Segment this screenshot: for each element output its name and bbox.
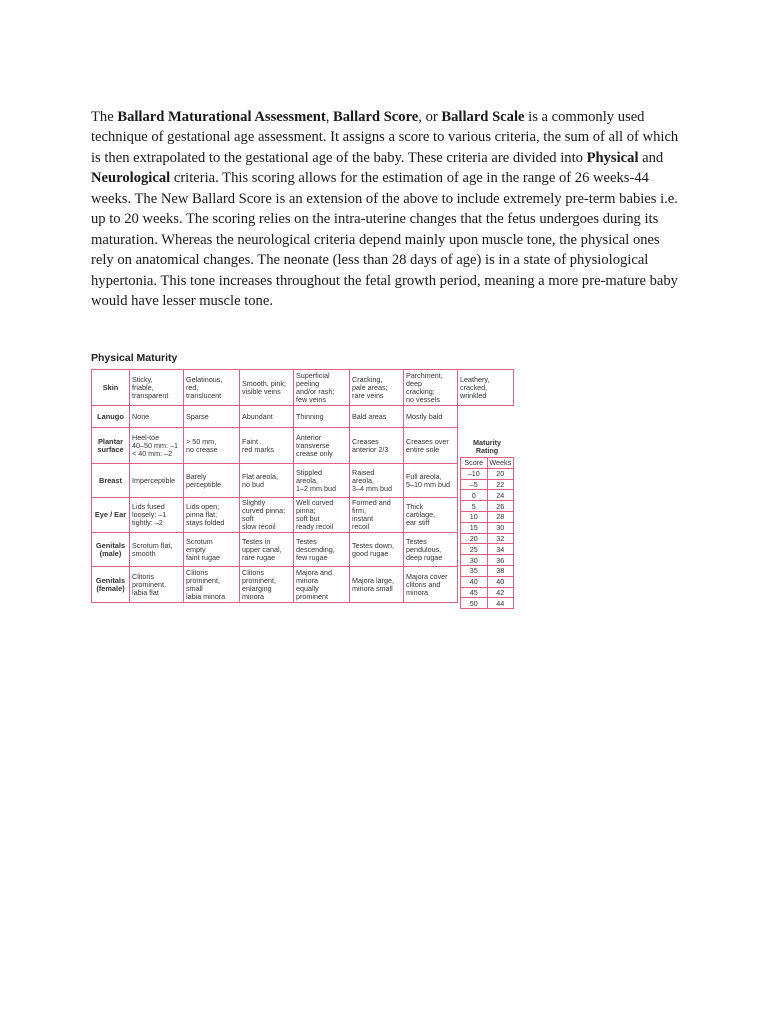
table-cell: Leathery, cracked, wrinkled bbox=[458, 370, 514, 406]
table-cell: Superficial peeling and/or rash; few veins bbox=[294, 370, 350, 406]
table-cell: Barely perceptible bbox=[184, 464, 240, 498]
row-header: Genitals (female) bbox=[92, 567, 130, 603]
rating-row bbox=[461, 479, 514, 490]
table-cell: Majora large, minora small bbox=[350, 567, 404, 603]
table-cell: Anterior transverse crease only bbox=[294, 428, 350, 464]
rating-score: 0 bbox=[461, 490, 488, 501]
rating-score: 5 bbox=[461, 501, 488, 512]
table-cell: Well curved pinna; soft but ready recoil bbox=[294, 498, 350, 533]
table-cell: Creases anterior 2/3 bbox=[350, 428, 404, 464]
rating-score: 35 bbox=[461, 565, 488, 576]
table-row bbox=[92, 533, 514, 567]
table-cell: Clitoris prominent, labia flat bbox=[130, 567, 184, 603]
table-cell: Bald areas bbox=[350, 406, 404, 428]
rating-weeks: 40 bbox=[487, 576, 514, 587]
rating-header: Score bbox=[461, 458, 488, 469]
term-neurological: Neurological bbox=[91, 170, 171, 187]
term-ballard-assessment: Ballard Maturational Assessment bbox=[117, 108, 326, 125]
table-cell: Scrotum empty faint rugae bbox=[184, 533, 240, 567]
rating-weeks: 20 bbox=[487, 468, 514, 479]
rating-score: 50 bbox=[461, 598, 488, 609]
rating-title: Maturity Rating bbox=[473, 438, 501, 455]
table-cell: Sticky, friable, transparent bbox=[130, 370, 184, 406]
rating-weeks: 44 bbox=[487, 598, 514, 609]
table-row bbox=[92, 406, 514, 428]
rating-row bbox=[461, 544, 514, 555]
rating-weeks: 30 bbox=[487, 522, 514, 533]
table-cell: Majora cover clitoris and minora bbox=[404, 567, 458, 603]
rating-header: Weeks bbox=[487, 458, 514, 469]
term-physical: Physical bbox=[586, 149, 639, 166]
table-cell: Parchment, deep cracking; no vessels bbox=[404, 370, 458, 406]
rating-row bbox=[461, 598, 514, 609]
rating-score: 25 bbox=[461, 544, 488, 555]
figure-title: Physical Maturity bbox=[91, 352, 178, 364]
text-run: is a commonly used technique of gestational age assessment. It assigns a score to various criteria, the sum of all of which is then extrapolated to the gestational age of the baby. These criteria are divided into bbox=[91, 108, 679, 166]
maturity-rating-table bbox=[460, 457, 514, 609]
rating-weeks: 22 bbox=[487, 479, 514, 490]
text-run: and bbox=[638, 149, 664, 166]
table-row bbox=[92, 498, 514, 533]
table-cell: Mostly bald bbox=[404, 406, 458, 428]
intro-paragraph bbox=[91, 107, 681, 312]
table-cell: None bbox=[130, 406, 184, 428]
rating-row bbox=[461, 587, 514, 598]
table-cell: Stippled areola, 1–2 mm bud bbox=[294, 464, 350, 498]
rating-weeks: 36 bbox=[487, 555, 514, 566]
table-cell: Testes down, good rugae bbox=[350, 533, 404, 567]
rating-weeks: 42 bbox=[487, 587, 514, 598]
rating-row bbox=[461, 565, 514, 576]
table-row bbox=[92, 428, 514, 464]
rating-header-row bbox=[461, 458, 514, 469]
physical-maturity-table bbox=[91, 369, 514, 603]
table-cell: Abundant bbox=[240, 406, 294, 428]
rating-score: –10 bbox=[461, 468, 488, 479]
rating-score: 45 bbox=[461, 587, 488, 598]
row-header: Breast bbox=[92, 464, 130, 498]
table-cell: Testes pendulous, deep rugae bbox=[404, 533, 458, 567]
table-cell: Formed and firm, instant recoil bbox=[350, 498, 404, 533]
table-cell: > 50 mm, no crease bbox=[184, 428, 240, 464]
table-cell: Sparse bbox=[184, 406, 240, 428]
term-ballard-scale: Ballard Scale bbox=[441, 108, 525, 125]
rating-score: 20 bbox=[461, 533, 488, 544]
table-cell: Raised areola, 3–4 mm bud bbox=[350, 464, 404, 498]
row-header: Genitals (male) bbox=[92, 533, 130, 567]
table-cell: Thinning bbox=[294, 406, 350, 428]
table-cell: Clitoris prominent, small labia minora bbox=[184, 567, 240, 603]
rating-weeks: 34 bbox=[487, 544, 514, 555]
table-cell: Majora and minora equally prominent bbox=[294, 567, 350, 603]
text-run: , or bbox=[418, 108, 442, 125]
table-cell: Flat areola, no bud bbox=[240, 464, 294, 498]
table-cell: Thick cartilage, ear stiff bbox=[404, 498, 458, 533]
table-cell: Slightly curved pinna; soft slow recoil bbox=[240, 498, 294, 533]
rating-score: –5 bbox=[461, 479, 488, 490]
table-row bbox=[92, 370, 514, 406]
maturity-rating bbox=[460, 439, 514, 609]
rating-weeks: 32 bbox=[487, 533, 514, 544]
table-cell: Clitoris prominent, enlarging minora bbox=[240, 567, 294, 603]
table-cell: Smooth, pink; visible veins bbox=[240, 370, 294, 406]
rating-row bbox=[461, 501, 514, 512]
text-run: , bbox=[325, 108, 334, 125]
table-row bbox=[92, 464, 514, 498]
table-cell: Cracking, pale areas; rare veins bbox=[350, 370, 404, 406]
row-header: Eye / Ear bbox=[92, 498, 130, 533]
table-cell: Heel-toe 40–50 mm: –1 < 40 mm: –2 bbox=[130, 428, 184, 464]
table-cell: Scrotum flat, smooth bbox=[130, 533, 184, 567]
table-cell: Full areola, 5–10 mm bud bbox=[404, 464, 458, 498]
table-cell: Lids open; pinna flat; stays folded bbox=[184, 498, 240, 533]
rating-row bbox=[461, 468, 514, 479]
rating-score: 15 bbox=[461, 522, 488, 533]
row-header: Lanugo bbox=[92, 406, 130, 428]
rating-row bbox=[461, 522, 514, 533]
term-ballard-score: Ballard Score bbox=[333, 108, 419, 125]
table-cell: Gelatinous, red, translucent bbox=[184, 370, 240, 406]
table-cell: Testes in upper canal, rare rugae bbox=[240, 533, 294, 567]
table-row bbox=[92, 567, 514, 603]
rating-score: 30 bbox=[461, 555, 488, 566]
rating-weeks: 38 bbox=[487, 565, 514, 576]
table-cell: Imperceptible bbox=[130, 464, 184, 498]
rating-row bbox=[461, 511, 514, 522]
table-cell: Faint red marks bbox=[240, 428, 294, 464]
rating-row bbox=[461, 576, 514, 587]
row-header: Skin bbox=[92, 370, 130, 406]
rating-row bbox=[461, 555, 514, 566]
rating-row bbox=[461, 533, 514, 544]
table-cell: Lids fused loosely: –1 tightly: –2 bbox=[130, 498, 184, 533]
rating-row bbox=[461, 490, 514, 501]
table-cell: Testes descending, few rugae bbox=[294, 533, 350, 567]
text-run: The bbox=[91, 108, 118, 125]
rating-weeks: 24 bbox=[487, 490, 514, 501]
rating-weeks: 28 bbox=[487, 511, 514, 522]
text-run: criteria. This scoring allows for the estimation of age in the range of 26 weeks-44 weeks. The New Ballard Score is an extension of the above to include extremely pre-term babies i.e. up to 20 weeks. The scoring relies on the intra-uterine changes that the fetus undergoes during its maturation. Whereas the neurological criteria depend mainly upon muscle tone, the physical ones rely on anatomical changes. The neonate (less than 28 days of age) is in a state of physiological hypertonia. This tone increases throughout the fetal growth period, meaning a more pre-mature baby would have lesser muscle tone. bbox=[91, 170, 678, 310]
physical-maturity-figure bbox=[91, 352, 515, 608]
rating-score: 40 bbox=[461, 576, 488, 587]
rating-weeks: 26 bbox=[487, 501, 514, 512]
rating-score: 10 bbox=[461, 511, 488, 522]
table-cell: Creases over entire sole bbox=[404, 428, 458, 464]
row-header: Plantar surface bbox=[92, 428, 130, 464]
